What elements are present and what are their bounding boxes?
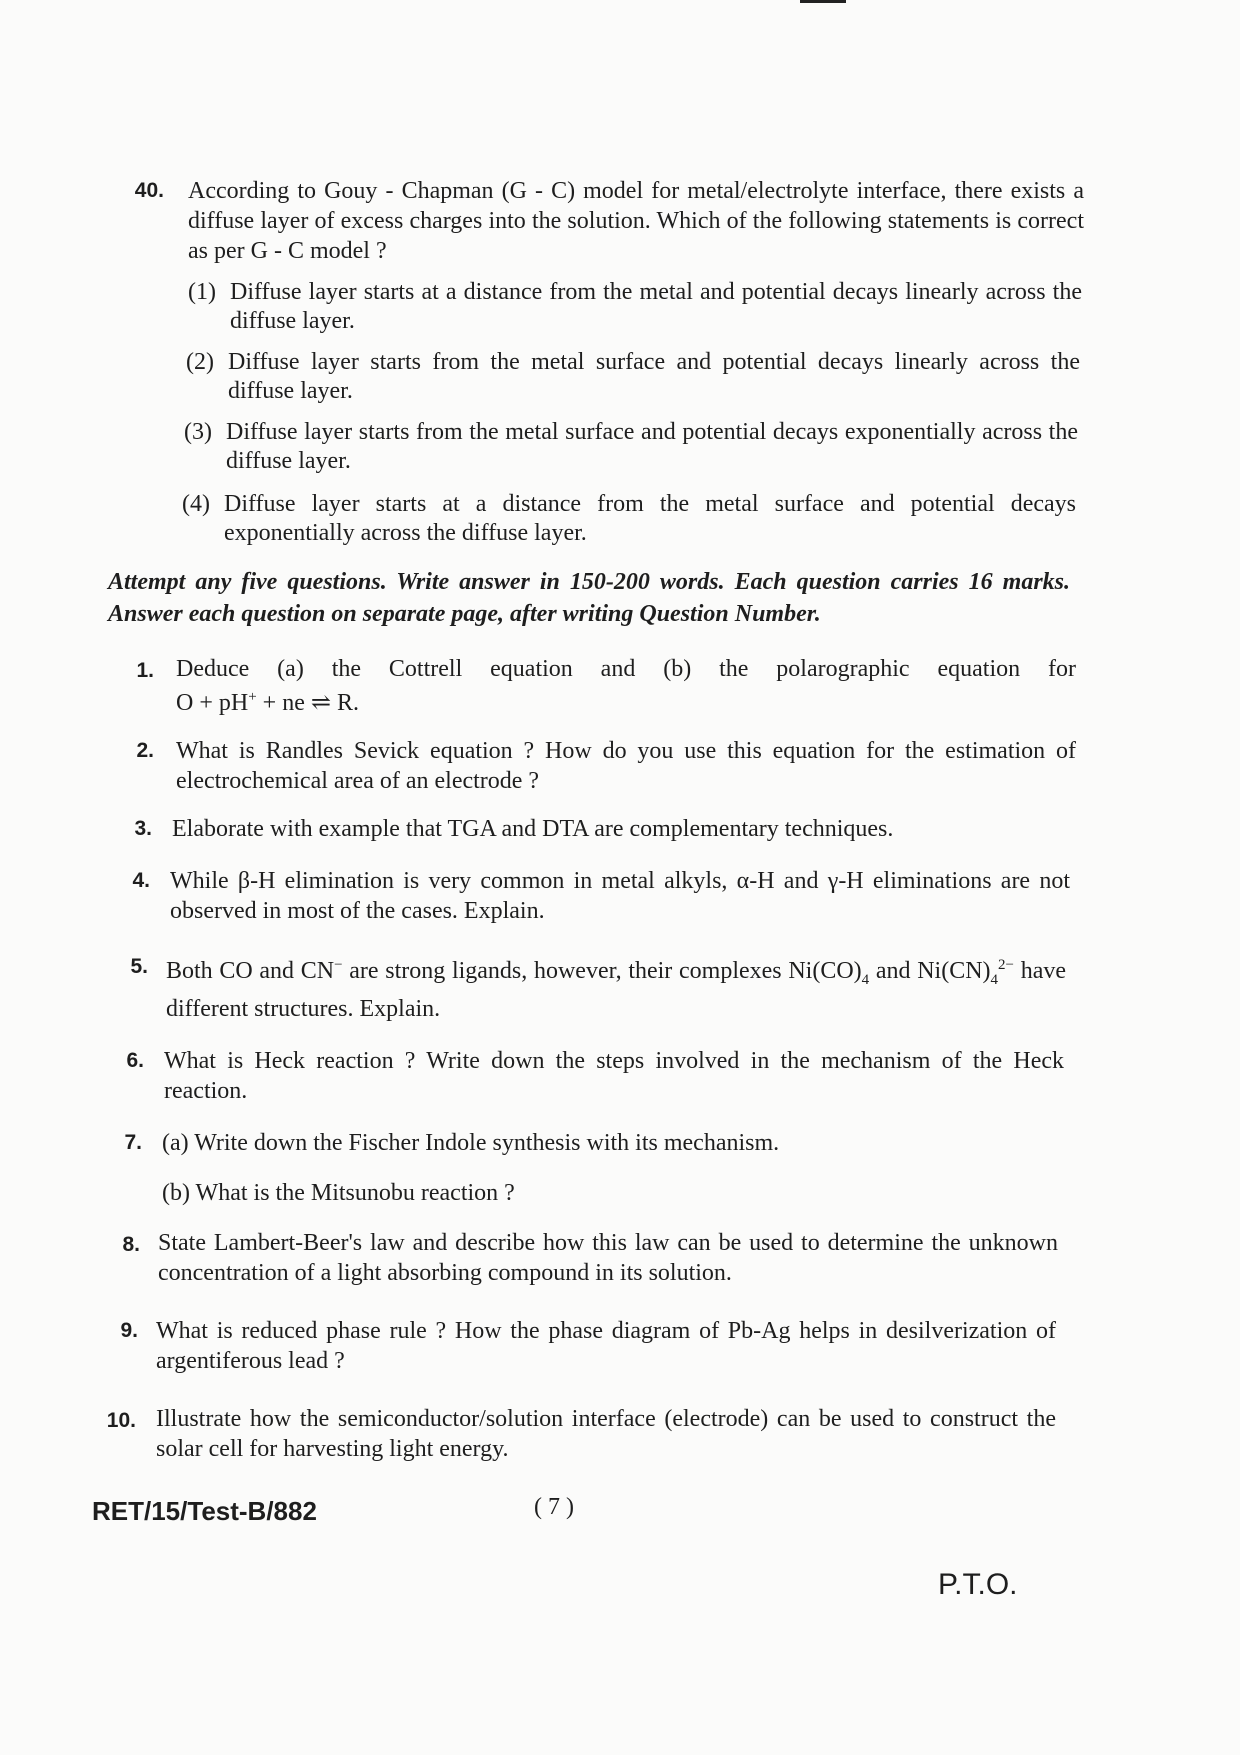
question-number: 5. — [130, 955, 148, 978]
option-text: Diffuse layer starts at a distance from the metal and potential decays linearly across the diffuse layer. — [230, 279, 1082, 334]
question-text: State Lambert-Beer's law and describe how this law can be used to determine the unknown concentration of a light absorbing compound in its solution. — [158, 1230, 1058, 1286]
question-text: Elaborate with example that TGA and DTA are complementary techniques. — [172, 816, 894, 842]
question-number: 40. — [134, 179, 164, 202]
question-text: While β-H elimination is very common in metal alkyls, α-H and γ-H eliminations are not observed in most of the cases. Explain. — [170, 868, 1070, 924]
question-number: 3. — [134, 817, 152, 840]
question-number: 8. — [122, 1233, 140, 1256]
question-number: 6. — [126, 1049, 144, 1072]
question-formula: O + pH+ + ne ⇌ R. — [176, 689, 359, 716]
question-part-a: (a) Write down the Fischer Indole synthesis with its mechanism. — [162, 1130, 780, 1156]
question-number: 4. — [132, 869, 150, 892]
question-number: 9. — [120, 1319, 138, 1342]
question-number: 1. — [136, 659, 154, 682]
option-number: (4) — [182, 491, 210, 517]
question-text: Deduce (a) the Cottrell equation and (b) the polarographic equation for — [176, 656, 1076, 682]
question-text: Both CO and CN− are strong ligands, however, their complexes $Ni(CO)_4$ and $Ni(CN)_4^{2-}$ have different structures. Explain. — [166, 957, 1066, 1022]
pto-label: P.T.O. — [938, 1568, 1018, 1601]
option-number: (2) — [186, 349, 214, 375]
paper-code: RET/15/Test-B/882 — [92, 1496, 317, 1526]
question-text: What is Randles Sevick equation ? How do you use this equation for the estimation of electrochemical area of an electrode ? — [176, 738, 1076, 794]
question-text: Illustrate how the semiconductor/solution interface (electrode) can be used to construct the solar cell for harvesting light energy. — [156, 1406, 1056, 1462]
question-number: 2. — [136, 739, 154, 762]
section-instructions: Attempt any five questions. Write answer in 150-200 words. Each question carries 16 marks. Answer each question on separate page, after writing Question Number. — [108, 569, 1070, 627]
option-text: Diffuse layer starts from the metal surface and potential decays linearly across the diffuse layer. — [228, 349, 1080, 404]
option-number: (1) — [188, 279, 216, 305]
option-number: (3) — [184, 419, 212, 445]
question-text: What is reduced phase rule ? How the phase diagram of Pb-Ag helps in desilverization of argentiferous lead ? — [156, 1318, 1056, 1374]
question-number: 7. — [124, 1131, 142, 1154]
question-text: What is Heck reaction ? Write down the steps involved in the mechanism of the Heck reaction. — [164, 1048, 1064, 1104]
question-number: 10. — [106, 1409, 136, 1432]
option-text: Diffuse layer starts from the metal surface and potential decays exponentially across the diffuse layer. — [226, 419, 1078, 474]
question-text: According to Gouy - Chapman (G - C) model for metal/electrolyte interface, there exists a diffuse layer of excess charges into the solution. Which of the following statements is correct as per G - C model ? — [188, 178, 1084, 264]
page-number: ( 7 ) — [534, 1494, 574, 1520]
option-text: Diffuse layer starts at a distance from the metal surface and potential decays exponentially across the diffuse layer. — [224, 491, 1076, 546]
top-edge-mark — [800, 0, 846, 3]
question-part-b: (b) What is the Mitsunobu reaction ? — [162, 1180, 515, 1206]
